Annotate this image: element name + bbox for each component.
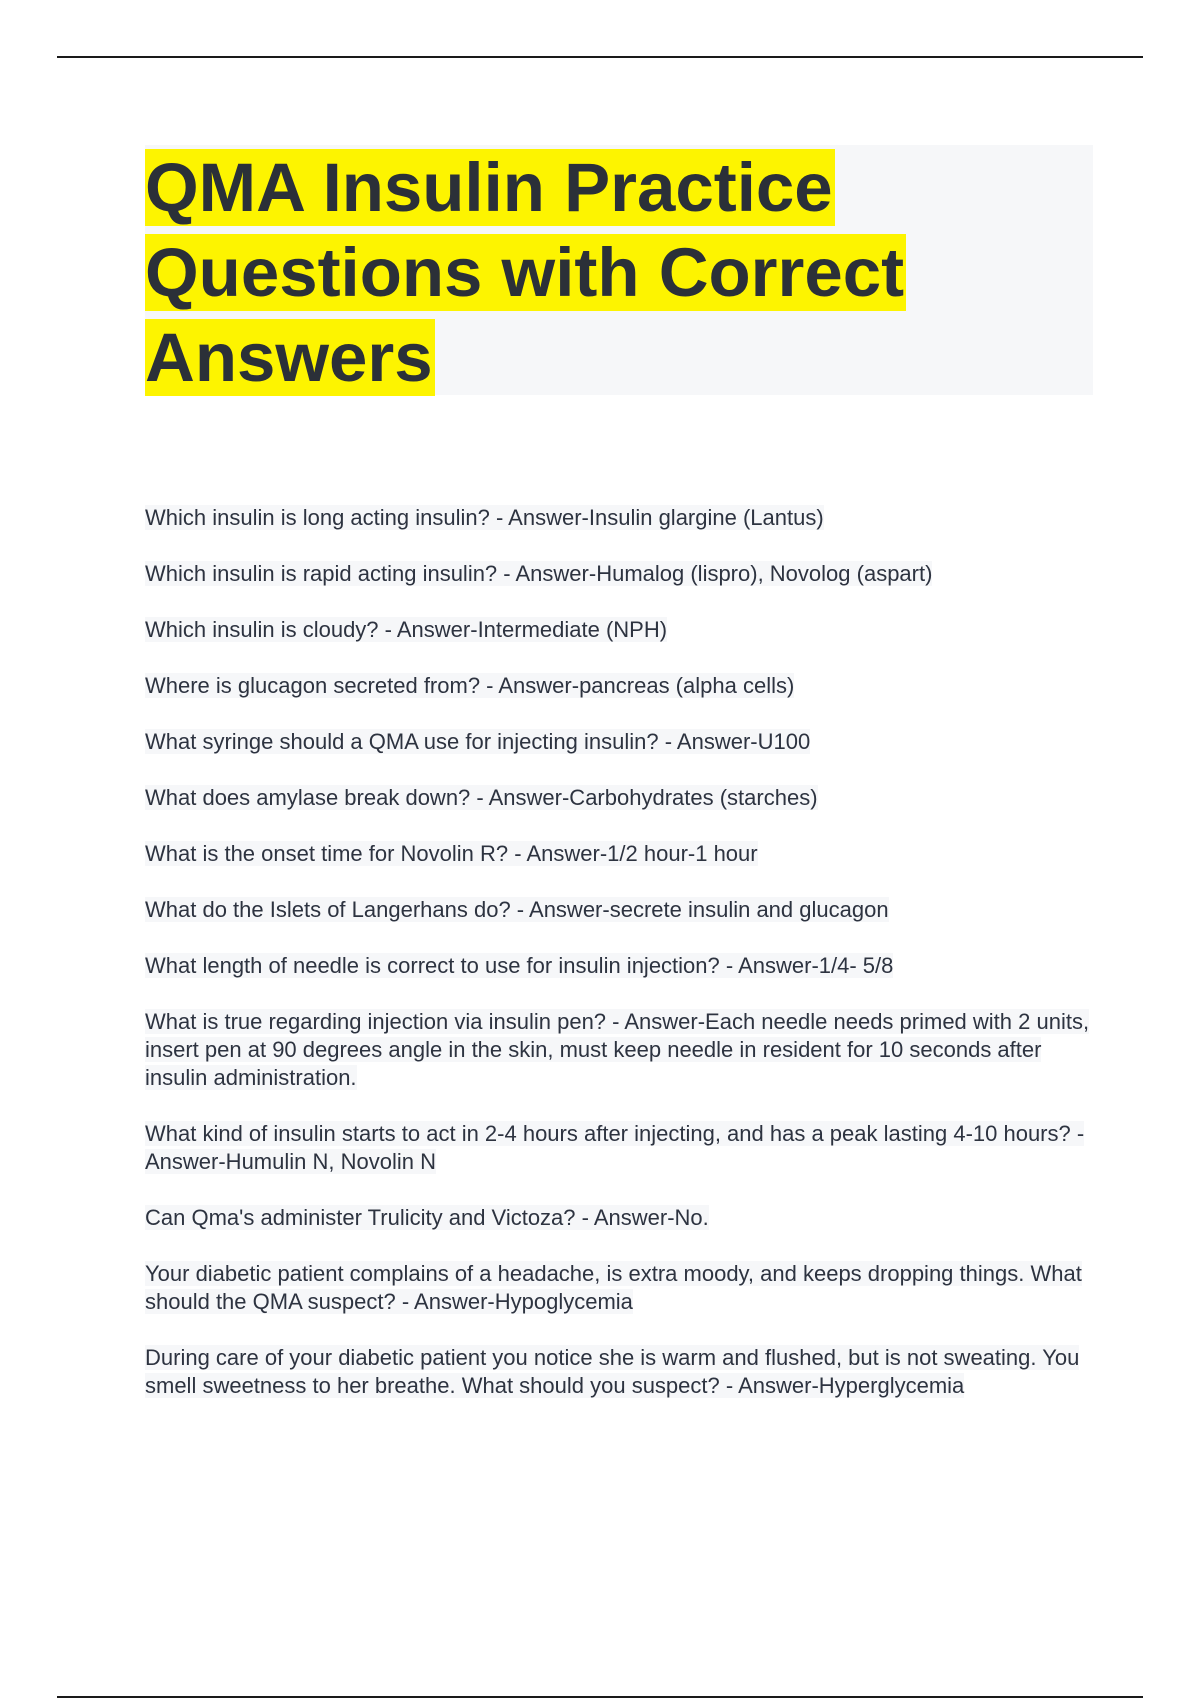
qa-item-text: What length of needle is correct to use for insulin injection? - Answer-1/4- 5/8 (145, 953, 894, 978)
qa-item-text: During care of your diabetic patient you notice she is warm and flushed, but is not sweating. You smell sweetness to her breathe. What should you suspect? - Answer-Hyperglycemia (145, 1345, 1080, 1398)
qa-list (145, 504, 1093, 1428)
qa-item-8 (145, 896, 1093, 924)
qa-item-3 (145, 616, 1093, 644)
qa-item-1 (145, 504, 1093, 532)
qa-item-4 (145, 672, 1093, 700)
qa-item-7 (145, 840, 1093, 868)
qa-item-text: Your diabetic patient complains of a headache, is extra moody, and keeps dropping things. What should the QMA suspect? - Answer-Hypoglycemia (145, 1261, 1082, 1314)
qa-item-6 (145, 784, 1093, 812)
qa-item-text: Which insulin is cloudy? - Answer-Intermediate (NPH) (145, 617, 668, 642)
qa-item-13 (145, 1260, 1093, 1316)
qa-item-text: Can Qma's administer Trulicity and Victoza? - Answer-No. (145, 1205, 709, 1230)
qa-item-text: What do the Islets of Langerhans do? - Answer-secrete insulin and glucagon (145, 897, 889, 922)
document-title-text: QMA Insulin Practice Questions with Correct Answers (145, 149, 905, 396)
bottom-rule (57, 1696, 1143, 1698)
qa-item-2 (145, 560, 1093, 588)
qa-item-text: Which insulin is long acting insulin? - Answer-Insulin glargine (Lantus) (145, 505, 824, 530)
qa-item-9 (145, 952, 1093, 980)
qa-item-text: What is true regarding injection via insulin pen? - Answer-Each needle needs primed with 2 units, insert pen at 90 degrees angle in the skin, must keep needle in resident for 10 seconds after insulin administration. (145, 1009, 1090, 1090)
qa-item-10 (145, 1008, 1093, 1092)
qa-item-text: What does amylase break down? - Answer-Carbohydrates (starches) (145, 785, 818, 810)
qa-item-text: Which insulin is rapid acting insulin? - Answer-Humalog (lispro), Novolog (aspart) (145, 561, 933, 586)
qa-item-12 (145, 1204, 1093, 1232)
title-block (145, 145, 1093, 395)
qa-item-14 (145, 1344, 1093, 1400)
document-title (145, 145, 1093, 400)
qa-item-text: What syringe should a QMA use for injecting insulin? - Answer-U100 (145, 729, 811, 754)
qa-item-text: What is the onset time for Novolin R? - Answer-1/2 hour-1 hour (145, 841, 758, 866)
qa-item-text: Where is glucagon secreted from? - Answer-pancreas (alpha cells) (145, 673, 795, 698)
top-rule (57, 56, 1143, 58)
qa-item-11 (145, 1120, 1093, 1176)
qa-item-5 (145, 728, 1093, 756)
qa-item-text: What kind of insulin starts to act in 2-4 hours after injecting, and has a peak lasting 4-10 hours? - Answer-Humulin N, Novolin N (145, 1121, 1085, 1174)
